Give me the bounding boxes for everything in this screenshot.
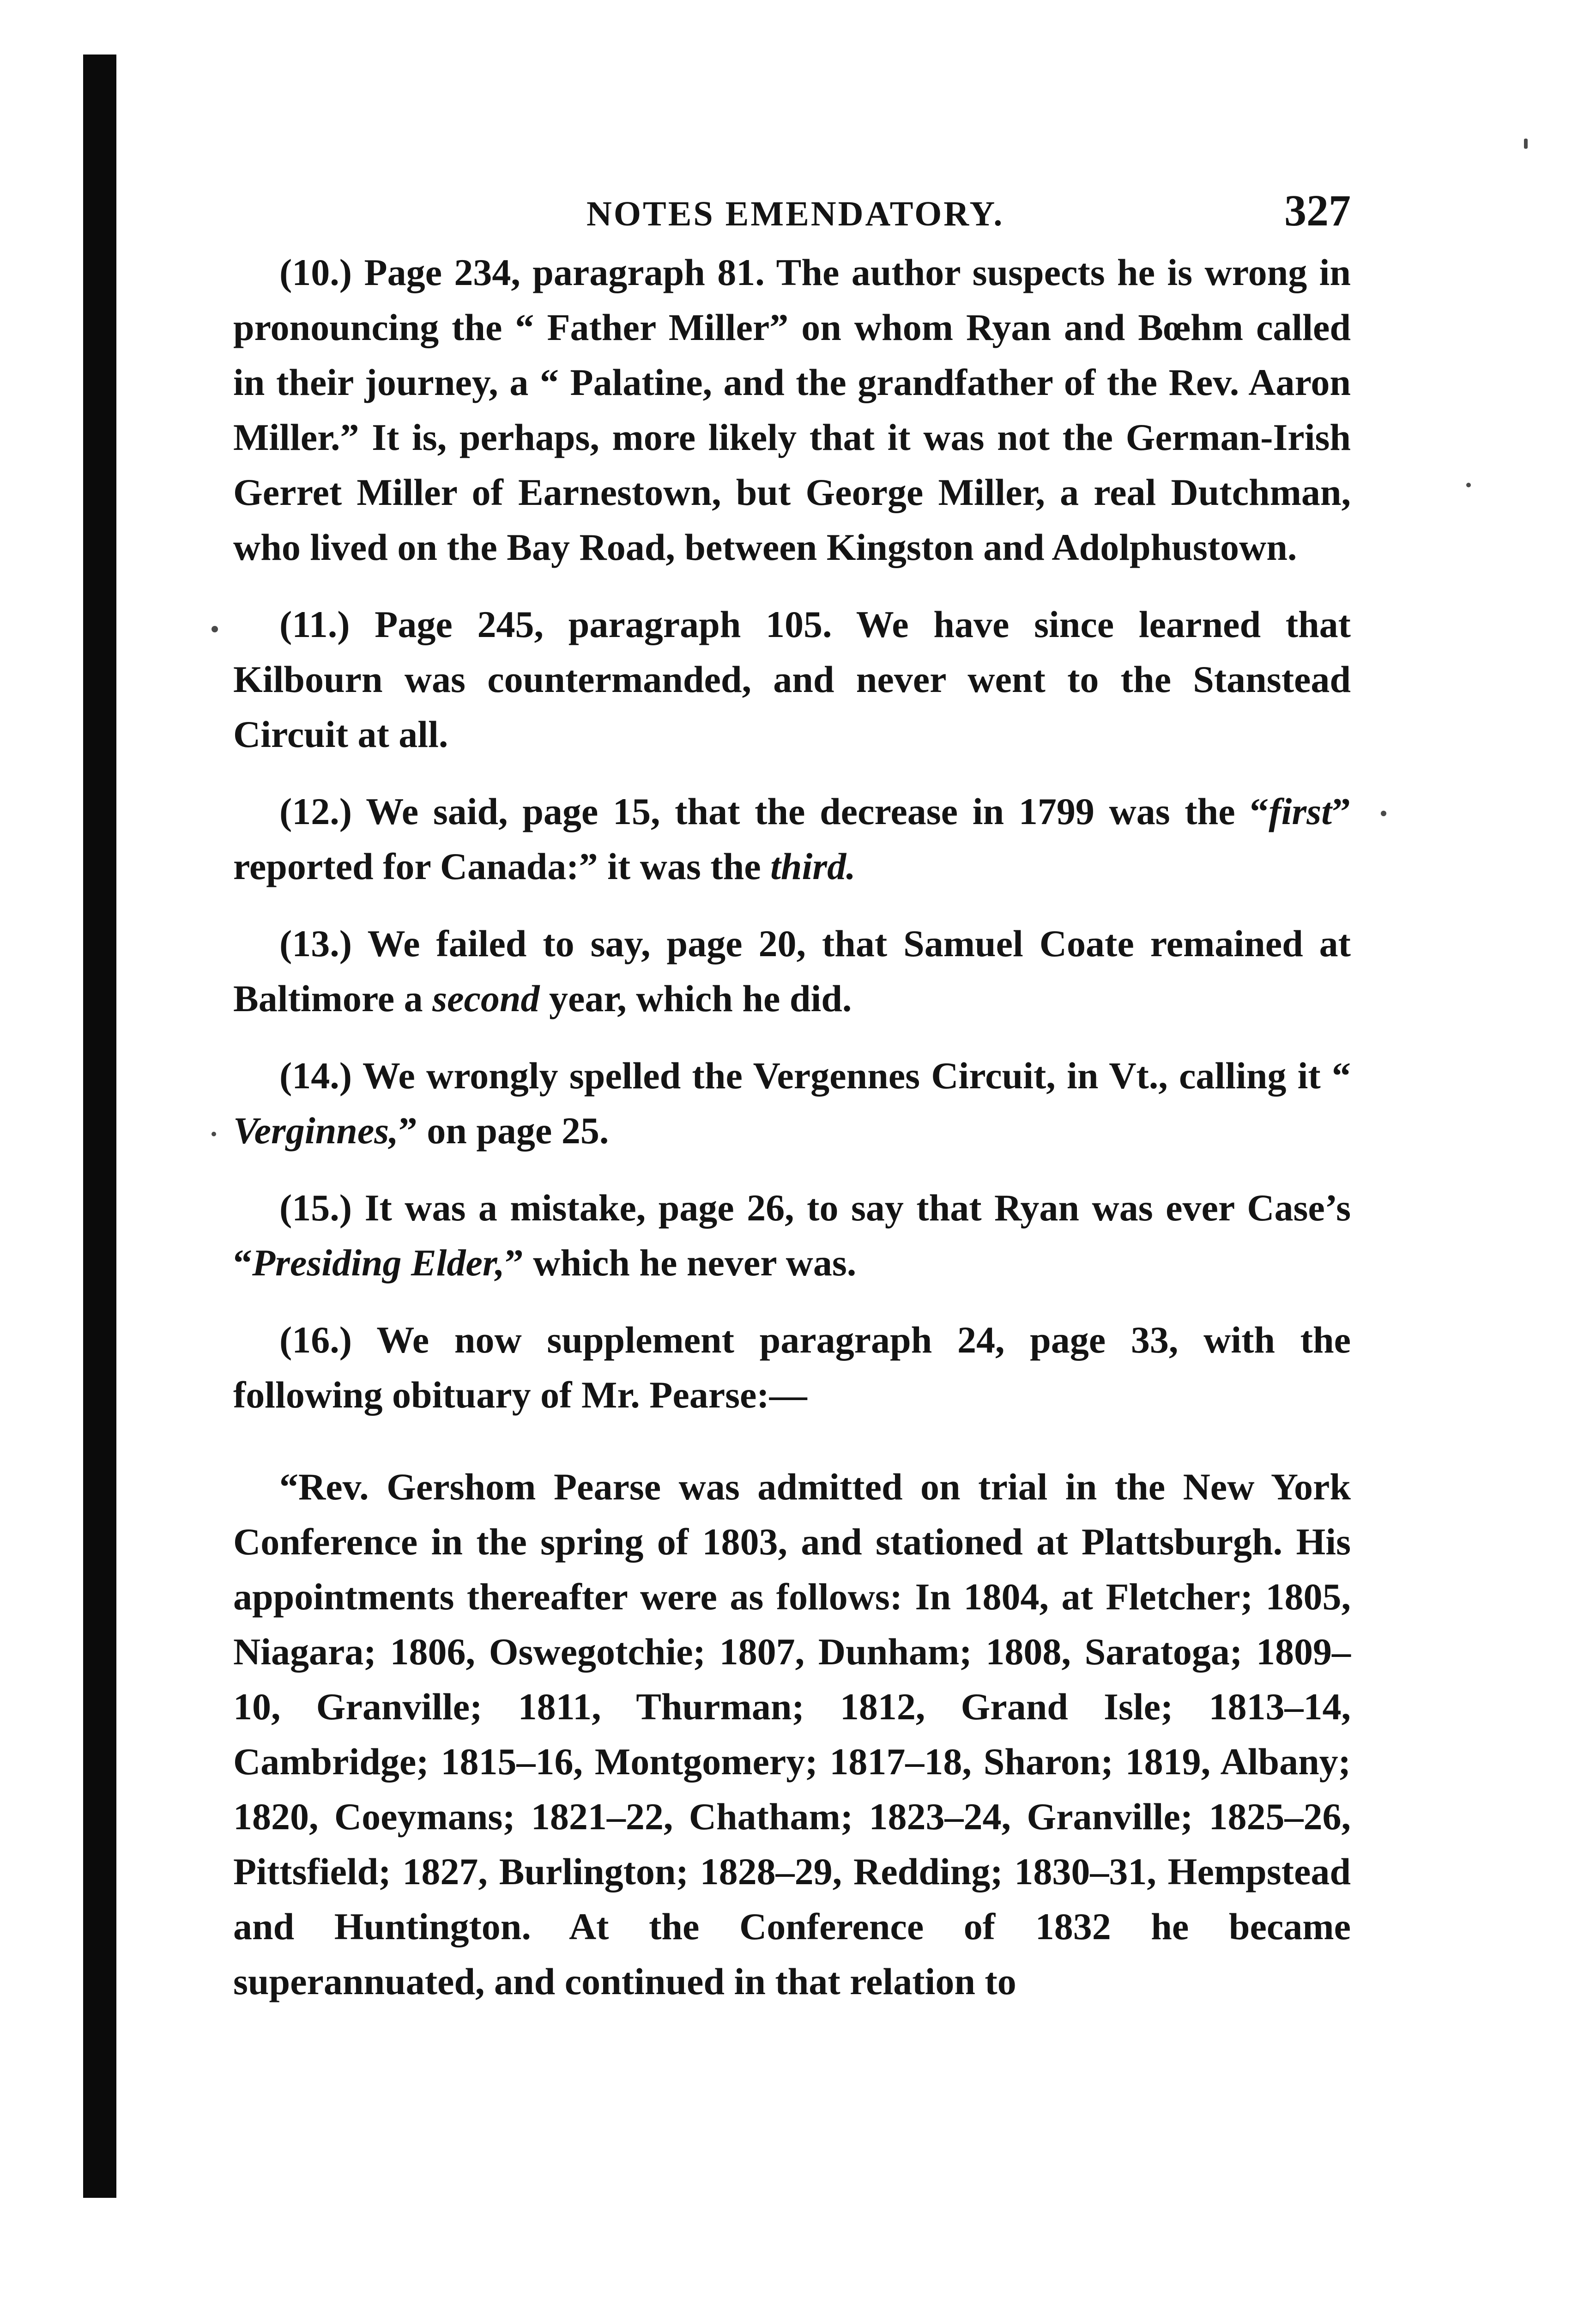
running-header (233, 185, 1351, 245)
page-number: 327 (1284, 186, 1351, 235)
ink-speck (212, 626, 218, 632)
note-12-emphasis-third: third. (770, 845, 856, 887)
ink-speck (1466, 483, 1471, 487)
note-14-emphasis-verginnes: Verginnes, (233, 1110, 399, 1152)
note-12-text-a: (12.) We said, page 15, that the decrease in 1799 was the “ (279, 790, 1269, 832)
note-13-text-a: (13.) We failed to say, page 20, that Samuel Coate remained at Baltimore a (233, 922, 1351, 1019)
note-14 (233, 1048, 1351, 1158)
book-page (233, 185, 1351, 2009)
note-11-text: (11.) Page 245, paragraph 105. We have since learned that Kilbourn was countermanded, and never went to the Stanstead Circuit at all. (233, 603, 1351, 755)
obituary-text: “Rev. Gershom Pearse was admitted on trial in the New York Conference in the spring of 1803, and stationed at Plattsburgh. His appointments thereafter were as follows: In 1804, at Fletcher; 1805, Niagara; 1806, Oswegotchie; 1807, Dunham; 1808, Saratoga; 1809–10, Granville; 1811, Thurman; 1812, Grand Isle; 1813–14, Cambridge; 1815–16, Montgomery; 1817–18, Sharon; 1819, Albany; 1820, Coeymans; 1821–22, Chatham; 1823–24, Granville; 1825–26, Pittsfield; 1827, Burlington; 1828–29, Redding; 1830–31, Hempstead and Huntington. At the Conference of 1832 he became superannuated, and continued in that relation to (233, 1466, 1351, 2002)
note-12-text-b: ” reported for Canada:” it was the (233, 790, 1351, 887)
note-10-text: (10.) Page 234, paragraph 81. The author suspects he is wrong in pronouncing the “ Father Miller” on whom Ryan and Bœhm called in their journey, a “ Palatine, and the grandfather of the Rev. Aaron Miller.” It is, perhaps, more likely that it was not the German-Irish Gerret Miller of Earnestown, but George Miller, a real Dutchman, who lived on the Bay Road, between Kingston and Adolphustown. (233, 251, 1351, 568)
ink-speck (1524, 139, 1528, 149)
note-11 (233, 597, 1351, 762)
note-15-emphasis-presiding-elder: Presiding Elder, (252, 1242, 505, 1284)
note-12 (233, 784, 1351, 894)
binding-edge (83, 55, 116, 2198)
note-14-text-a: (14.) We wrongly spelled the Vergennes Circuit, in Vt., calling it “ (279, 1055, 1351, 1097)
note-12-emphasis-first: first (1269, 790, 1332, 832)
note-15-text-a: (15.) It was a mistake, page 26, to say that Ryan was ever Case’s “ (233, 1187, 1351, 1284)
obituary-quote (233, 1459, 1351, 2009)
note-15-text-b: ” which he never was. (504, 1242, 857, 1284)
note-14-text-b: ” on page 25. (398, 1110, 609, 1152)
note-16-text: (16.) We now supplement paragraph 24, page 33, with the following obituary of Mr. Pearse:— (233, 1319, 1351, 1416)
ink-speck (212, 1132, 216, 1136)
ink-speck (1381, 811, 1386, 816)
note-10 (233, 245, 1351, 575)
note-13-emphasis-second: second (432, 977, 540, 1019)
note-16 (233, 1312, 1351, 1422)
running-title: NOTES EMENDATORY. (586, 194, 1004, 233)
notes-section (233, 245, 1351, 2009)
note-13 (233, 916, 1351, 1026)
note-13-text-b: year, which he did. (539, 977, 852, 1019)
note-15 (233, 1180, 1351, 1290)
